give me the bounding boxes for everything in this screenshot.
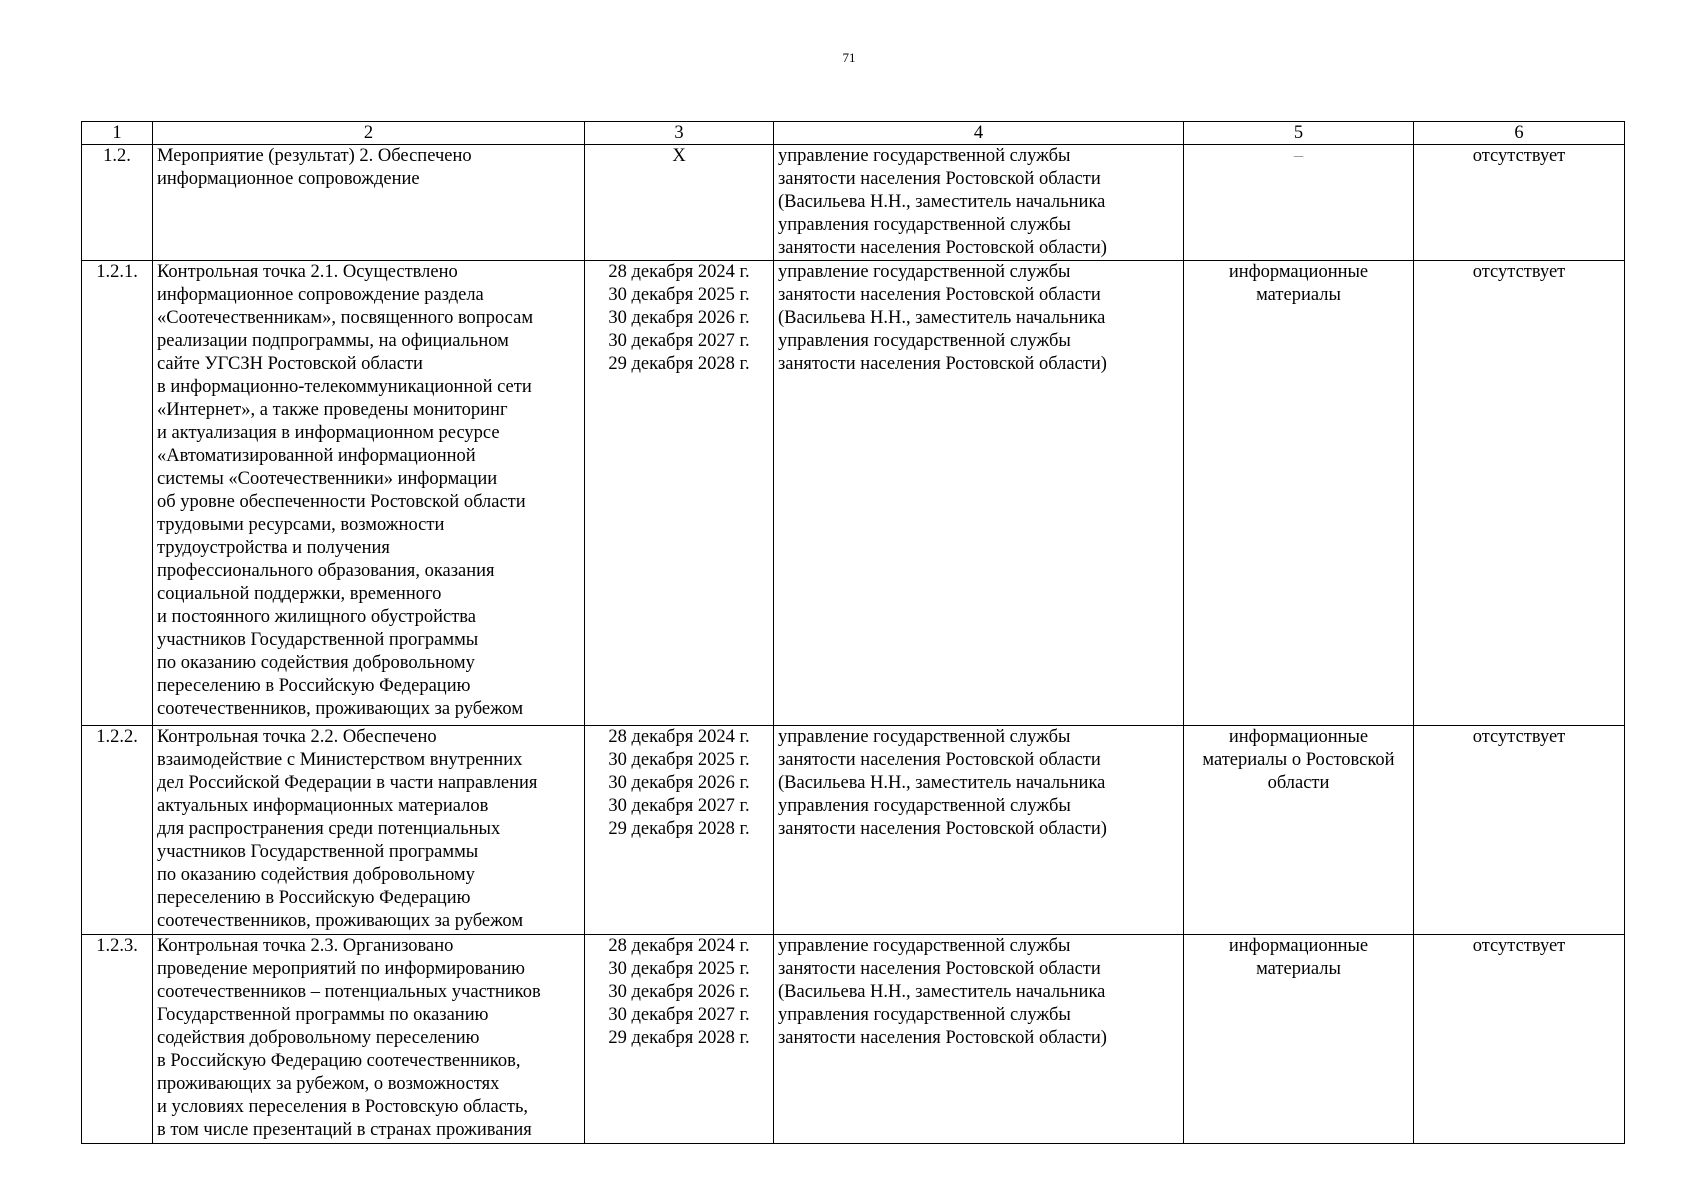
activity-name-line: участников Государственной программы <box>157 630 479 650</box>
activity-name-cell <box>153 261 585 726</box>
column-header: 2 <box>153 122 585 145</box>
activity-name-line: и условиях переселения в Ростовскую область, <box>157 1097 529 1117</box>
activity-name-line: реализации подпрограммы, на официальном <box>157 331 509 351</box>
info-system-cell <box>1414 145 1625 261</box>
activity-name-line: содействия добровольному переселению <box>157 1028 480 1048</box>
activity-name-line: социальной поддержки, временного <box>157 584 442 604</box>
table-row <box>82 726 1625 935</box>
item-number-cell <box>82 145 153 261</box>
responsible-cell <box>774 726 1184 935</box>
deadline-cell <box>585 935 774 1144</box>
activity-name-line: Контрольная точка 2.1. Осуществлено <box>157 262 458 282</box>
deadline-line: 30 декабря 2026 г. <box>608 308 750 328</box>
activity-name-line: информационное сопровождение <box>157 169 420 189</box>
responsible-line: занятости населения Ростовской области <box>778 285 1101 305</box>
deadline-line: 30 декабря 2025 г. <box>608 285 750 305</box>
responsible-line: занятости населения Ростовской области <box>778 750 1101 770</box>
table-row <box>82 261 1625 726</box>
column-header: 3 <box>585 122 774 145</box>
activity-name-line: об уровне обеспеченности Ростовской области <box>157 492 526 512</box>
document-type-line: информационные <box>1228 727 1369 747</box>
deadline-cell <box>585 261 774 726</box>
responsible-line: (Васильева Н.Н., заместитель начальника <box>778 773 1106 793</box>
header-row <box>82 122 1625 145</box>
activity-name-line: по оказанию содействия добровольному <box>157 653 475 673</box>
column-header: 1 <box>82 122 153 145</box>
responsible-line: (Васильева Н.Н., заместитель начальника <box>778 308 1106 328</box>
column-header: 5 <box>1184 122 1414 145</box>
document-type-cell <box>1184 261 1414 726</box>
deadline-line: 28 декабря 2024 г. <box>608 936 750 956</box>
table-row <box>82 145 1625 261</box>
activity-name-line: Контрольная точка 2.3. Организовано <box>157 936 454 956</box>
responsible-line: управление государственной службы <box>778 727 1071 747</box>
deadline-cell <box>585 726 774 935</box>
responsible-line: занятости населения Ростовской области <box>778 959 1101 979</box>
responsible-line: управление государственной службы <box>778 262 1071 282</box>
document-type-line: области <box>1267 773 1330 793</box>
activity-name-line: дел Российской Федерации в части направления <box>157 773 538 793</box>
document-type-cell <box>1184 145 1414 261</box>
deadline-line: 29 декабря 2028 г. <box>608 354 750 374</box>
deadline-line: 28 декабря 2024 г. <box>608 727 750 747</box>
deadline-line: 30 декабря 2025 г. <box>608 750 750 770</box>
activity-name-line: участников Государственной программы <box>157 842 479 862</box>
activity-name-line: трудоустройства и получения <box>157 538 390 558</box>
activity-name-line: актуальных информационных материалов <box>157 796 489 816</box>
activity-name-line: соотечественников, проживающих за рубежом <box>157 911 524 931</box>
activity-name-line: в информационно-телекоммуникационной сети <box>157 377 532 397</box>
document-type-line: информационные <box>1228 936 1369 956</box>
document-type-line: информационные <box>1228 262 1369 282</box>
activity-name-line: «Автоматизированной информационной <box>157 446 476 466</box>
activity-name-line: проведение мероприятий по информированию <box>157 959 525 979</box>
activity-name-line: информационное сопровождение раздела <box>157 285 484 305</box>
activity-name-line: взаимодействие с Министерством внутренних <box>157 750 523 770</box>
responsible-line: занятости населения Ростовской области) <box>778 238 1107 258</box>
responsible-line: управления государственной службы <box>778 215 1071 235</box>
table-row <box>82 935 1625 1144</box>
info-system-value: отсутствует <box>1472 936 1566 956</box>
activity-name-line: Государственной программы по оказанию <box>157 1005 489 1025</box>
info-system-cell <box>1414 935 1625 1144</box>
responsible-line: занятости населения Ростовской области) <box>778 1028 1107 1048</box>
responsible-cell <box>774 935 1184 1144</box>
activity-name-line: сайте УГСЗН Ростовской области <box>157 354 423 374</box>
activity-name-cell <box>153 726 585 935</box>
item-number: 1.2.2. <box>96 727 138 747</box>
activity-name-line: системы «Соотечественники» информации <box>157 469 498 489</box>
deadline-line: 30 декабря 2027 г. <box>608 1005 750 1025</box>
responsible-line: занятости населения Ростовской области) <box>778 354 1107 374</box>
responsible-line: (Васильева Н.Н., заместитель начальника <box>778 192 1106 212</box>
responsible-line: управления государственной службы <box>778 331 1071 351</box>
item-number: 1.2.3. <box>96 936 138 956</box>
deadline-line: 30 декабря 2027 г. <box>608 331 750 351</box>
activity-name-line: профессионального образования, оказания <box>157 561 495 581</box>
deadline-line: 29 декабря 2028 г. <box>608 819 750 839</box>
document-type-cell <box>1184 935 1414 1144</box>
item-number-cell <box>82 261 153 726</box>
deadline-line: 30 декабря 2027 г. <box>608 796 750 816</box>
responsible-cell <box>774 145 1184 261</box>
responsible-line: занятости населения Ростовской области) <box>778 819 1107 839</box>
activity-name-line: Мероприятие (результат) 2. Обеспечено <box>157 146 472 166</box>
item-number: 1.2. <box>103 146 131 166</box>
activity-name-line: по оказанию содействия добровольному <box>157 865 475 885</box>
activity-name-line: Контрольная точка 2.2. Обеспечено <box>157 727 437 747</box>
item-number: 1.2.1. <box>96 262 138 282</box>
deadline-line: 28 декабря 2024 г. <box>608 262 750 282</box>
deadline-line: 30 декабря 2025 г. <box>608 959 750 979</box>
column-header: 6 <box>1414 122 1625 145</box>
page-number: 71 <box>842 50 856 65</box>
item-number-cell <box>82 726 153 935</box>
responsible-line: управления государственной службы <box>778 796 1071 816</box>
info-system-cell <box>1414 261 1625 726</box>
activity-name-line: «Соотечественникам», посвященного вопросам <box>157 308 534 328</box>
responsible-line: управления государственной службы <box>778 1005 1071 1025</box>
responsible-line: (Васильева Н.Н., заместитель начальника <box>778 982 1106 1002</box>
activity-name-line: соотечественников – потенциальных участников <box>157 982 541 1002</box>
activity-name-line: трудовыми ресурсами, возможности <box>157 515 445 535</box>
info-system-cell <box>1414 726 1625 935</box>
deadline-line: 29 декабря 2028 г. <box>608 1028 750 1048</box>
document-type-cell <box>1184 726 1414 935</box>
document-type-line: материалы <box>1256 959 1341 979</box>
document-type-line: – <box>1293 146 1304 166</box>
activity-name-line: переселению в Российскую Федерацию <box>157 888 471 908</box>
activity-name-line: проживающих за рубежом, о возможностях <box>157 1074 500 1094</box>
info-system-value: отсутствует <box>1472 146 1566 166</box>
activity-name-cell <box>153 145 585 261</box>
activity-name-cell <box>153 935 585 1144</box>
column-header: 4 <box>774 122 1184 145</box>
responsible-cell <box>774 261 1184 726</box>
document-type-line: материалы о Ростовской <box>1202 750 1395 770</box>
responsible-line: занятости населения Ростовской области <box>778 169 1101 189</box>
document-type-line: материалы <box>1256 285 1341 305</box>
activity-name-line: для распространения среди потенциальных <box>157 819 501 839</box>
activity-name-line: в том числе презентаций в странах проживания <box>157 1120 532 1140</box>
activity-name-line: переселению в Российскую Федерацию <box>157 676 471 696</box>
responsible-line: управление государственной службы <box>778 146 1071 166</box>
activity-name-line: в Российскую Федерацию соотечественников, <box>157 1051 521 1071</box>
responsible-line: управление государственной службы <box>778 936 1071 956</box>
info-system-value: отсутствует <box>1472 262 1566 282</box>
deadline-line: X <box>672 146 686 166</box>
info-system-value: отсутствует <box>1472 727 1566 747</box>
deadline-line: 30 декабря 2026 г. <box>608 773 750 793</box>
activity-plan-table <box>81 121 1625 1144</box>
deadline-line: 30 декабря 2026 г. <box>608 982 750 1002</box>
activity-name-line: и постоянного жилищного обустройства <box>157 607 476 627</box>
activity-name-line: «Интернет», а также проведены мониторинг <box>157 400 508 420</box>
activity-name-line: соотечественников, проживающих за рубежом <box>157 699 524 719</box>
item-number-cell <box>82 935 153 1144</box>
activity-name-line: и актуализация в информационном ресурсе <box>157 423 500 443</box>
deadline-cell <box>585 145 774 261</box>
